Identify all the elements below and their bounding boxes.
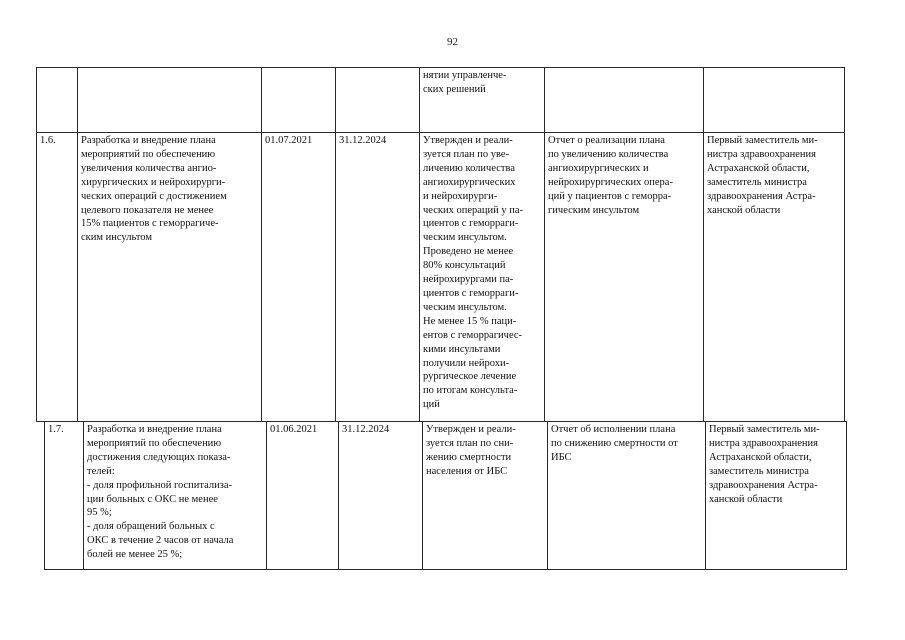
result-line: циентов с геморраги- xyxy=(423,218,519,230)
result-line: 80% консультаций xyxy=(423,260,506,272)
result-line: ентов с геморрагичес- xyxy=(423,329,523,341)
result-line: личению количества xyxy=(423,162,515,174)
responsible-line: нистра здравоохранения xyxy=(707,148,816,160)
task-line: ОКС в течение 2 часов от начала xyxy=(87,535,234,547)
task-line: ческих операций с достижением xyxy=(81,190,227,202)
result-cell xyxy=(420,68,545,133)
result-line: Утвержден и реали- xyxy=(423,135,513,146)
task-line: ции больных с ОКС не менее xyxy=(87,493,218,505)
continuation-row xyxy=(36,67,845,133)
task-line: ским инсультом xyxy=(81,232,152,244)
responsible-line: нистра здравоохранения xyxy=(709,437,818,449)
end-date-cell-empty xyxy=(336,68,420,133)
responsible-line: заместитель министра xyxy=(709,465,809,477)
table-row-1-7 xyxy=(44,421,847,570)
result-line: ческих операций у па- xyxy=(423,204,524,216)
task-line: 15% пациентов с геморрагиче- xyxy=(81,218,219,230)
task-cell xyxy=(78,133,262,422)
responsible-line: ханской области xyxy=(709,493,783,505)
task-line: болей не менее 25 %; xyxy=(87,549,183,561)
task-cell xyxy=(84,422,267,570)
control-line: по увеличению количества xyxy=(548,148,669,160)
responsible-line: ханской области xyxy=(707,204,781,216)
control-line: Отчет об исполнении плана xyxy=(551,424,676,435)
responsible-line: здравоохранения Астра- xyxy=(707,190,816,202)
responsible-line: заместитель министра xyxy=(707,176,807,188)
table-row-1-6 xyxy=(36,132,845,422)
control-line: гическим инсультом xyxy=(548,204,640,216)
control-cell xyxy=(545,133,704,422)
control-line: по снижению смертности от xyxy=(551,437,678,449)
start-date: 01.06.2021 xyxy=(267,422,339,570)
control-cell xyxy=(548,422,706,570)
result-line: по итогам консульта- xyxy=(423,385,518,397)
responsible-line: Астраханской области, xyxy=(709,451,812,463)
task-line: Разработка и внедрение плана xyxy=(81,135,216,146)
result-line: циентов с геморраги- xyxy=(423,287,519,299)
task-line: целевого показателя не менее xyxy=(81,204,214,216)
end-date: 31.12.2024 xyxy=(336,133,420,422)
result-cell xyxy=(420,133,545,422)
result-cell xyxy=(423,422,548,570)
result-line: кими инсультами xyxy=(423,343,501,355)
start-date: 01.07.2021 xyxy=(262,133,336,422)
control-line: ций у пациентов с геморра- xyxy=(548,190,672,202)
result-line: жению смертности xyxy=(426,451,512,463)
result-line: ций xyxy=(423,399,440,411)
result-line: ческим инсультом. xyxy=(423,232,507,244)
task-line: 95 %; xyxy=(87,507,112,519)
responsible-cell xyxy=(706,422,847,570)
task-line: Разработка и внедрение плана xyxy=(87,424,222,435)
result-line: Утвержден и реали- xyxy=(426,424,516,435)
result-line: рургическое лечение xyxy=(423,371,517,383)
result-line: зуется план по уве- xyxy=(423,148,510,160)
responsible-line: Астраханской области, xyxy=(707,162,810,174)
result-line: зуется план по сни- xyxy=(426,437,514,449)
result-line: нейрохирургами па- xyxy=(423,274,514,286)
responsible-line: Первый заместитель ми- xyxy=(707,135,818,146)
result-line: ческим инсультом. xyxy=(423,301,507,313)
start-date-cell-empty xyxy=(262,68,336,133)
control-line: ИБС xyxy=(551,451,572,463)
task-line: мероприятий по обеспечению xyxy=(87,437,222,449)
task-line: телей: xyxy=(87,465,115,477)
control-line: нейрохирургических опера- xyxy=(548,176,673,188)
result-line: и нейрохирурги- xyxy=(423,190,498,202)
result-line: Не менее 15 % паци- xyxy=(423,315,517,327)
task-line: достижения следующих показа- xyxy=(87,451,231,463)
result-line: ангиохирургических xyxy=(423,176,516,188)
responsible-cell xyxy=(704,133,845,422)
end-date: 31.12.2024 xyxy=(339,422,423,570)
result-line: ских решений xyxy=(423,83,486,95)
responsible-cell-empty xyxy=(704,68,845,133)
responsible-line: Первый заместитель ми- xyxy=(709,424,820,435)
result-line: получили нейрохи- xyxy=(423,357,510,369)
control-line: ангиохирургических и xyxy=(548,162,649,174)
result-line: населения от ИБС xyxy=(426,465,508,477)
task-line: увеличения количества ангио- xyxy=(81,162,217,174)
task-line: хирургических и нейрохирурги- xyxy=(81,176,226,188)
task-cell-empty xyxy=(78,68,262,133)
task-line: мероприятий по обеспечению xyxy=(81,148,216,160)
task-line: - доля профильной госпитализа- xyxy=(87,479,233,491)
page-number: 92 xyxy=(447,36,458,48)
task-line: - доля обращений больных с xyxy=(87,521,215,533)
result-line: Проведено не менее xyxy=(423,246,514,258)
row-number: 1.6. xyxy=(37,133,78,422)
control-cell-empty xyxy=(545,68,704,133)
result-line: нятии управленче- xyxy=(423,70,507,81)
responsible-line: здравоохранения Астра- xyxy=(709,479,818,491)
number-cell-empty xyxy=(37,68,78,133)
row-number: 1.7. xyxy=(45,422,84,570)
control-line: Отчет о реализации плана xyxy=(548,135,665,146)
